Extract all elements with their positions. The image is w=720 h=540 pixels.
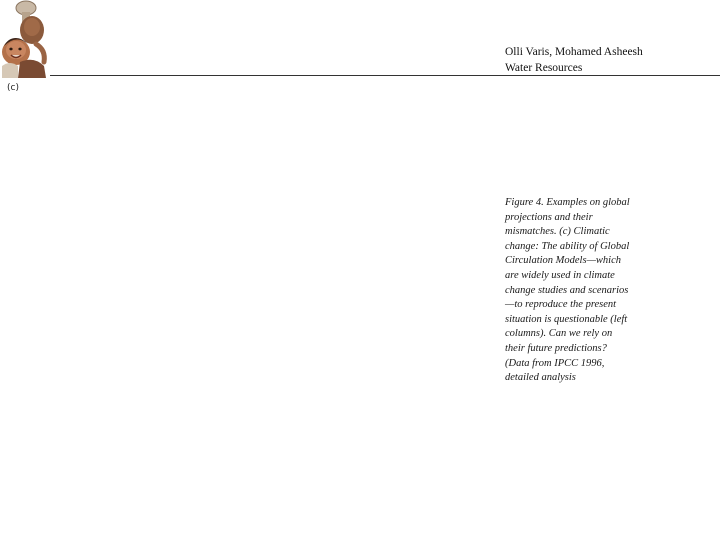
logo-illustration <box>0 0 52 78</box>
header-divider <box>50 75 720 76</box>
logo-children-icon <box>0 0 52 78</box>
header-authors: Olli Varis, Mohamed Asheesh <box>505 46 643 58</box>
header-subject: Water Resources <box>505 62 583 74</box>
figure-caption: Figure 4. Examples on global projections and their mismatches. (c) Climatic change: The ability of Global Circulation Models—which are widely used in climate change studies and scenarios—to reproduce the present situation is questionable (left columns). Can we rely on their future predictions? (Data from IPCC 1996, detailed analysis <box>505 197 630 384</box>
panel-label: (c) <box>7 83 19 93</box>
